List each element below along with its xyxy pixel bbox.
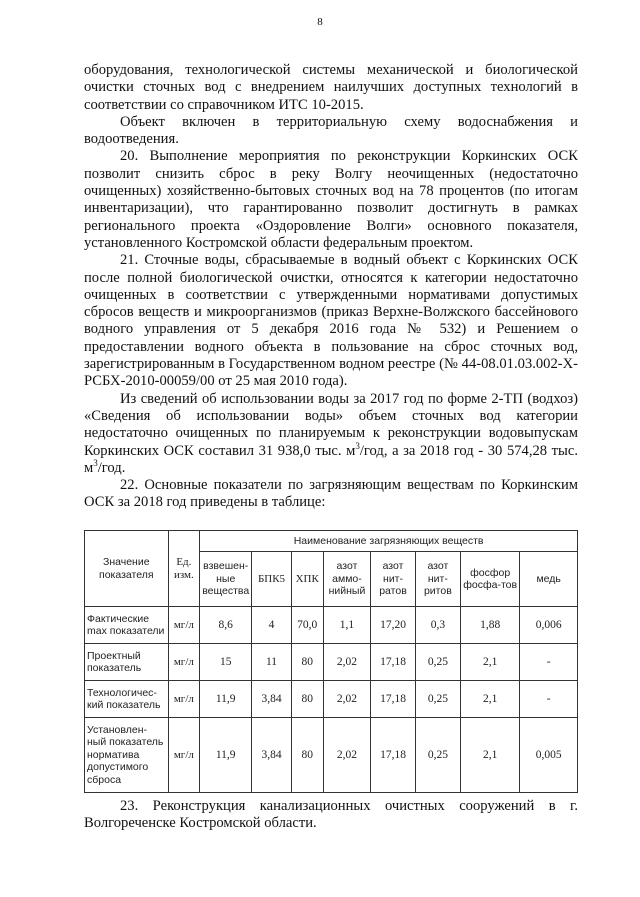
paragraph-21: 21. Сточные воды, сбрасываемые в водный объект с Коркинских ОСК после полной биологической очистки, относятся к категории недостаточно очищенных в соответствии с утвержденными нормативами допустимых сбросов веществ и микроорганизмов (приказ Верхне-Волжского бассейнового водного управления от 5 декабря 2016 года № 532) и Решением о предоставлении водного объекта в пользование на сброс сточных вод, зарегистрированным в Государственном водном реестре (№ 44-08.01.03.002-Х-РСБХ-2010-00059/00 от 25 мая 2010 года). <box>84 252 578 390</box>
paragraph-scheme-note: Объект включен в территориальную схему водоснабжения и водоотведения. <box>84 113 578 148</box>
header-indicator: Значение показателя <box>85 531 169 607</box>
table-cell: 11,9 <box>200 718 252 793</box>
table-cell: - <box>520 681 578 718</box>
pollutants-table <box>84 530 578 793</box>
row-label: Проектный показатель <box>85 644 169 681</box>
row-label: Установлен-ный показатель норматива допустимого сброса <box>85 718 169 793</box>
table-cell: 0,006 <box>520 607 578 644</box>
superscript-cubic-2: 3 <box>93 457 98 468</box>
row-unit: мг/л <box>168 681 200 718</box>
water-usage-text-c: /год. <box>97 459 126 476</box>
table-cell: 8,6 <box>200 607 252 644</box>
paragraph-continuation: оборудования, технологической системы механической и биологической очистки сточных вод с внедрением наилучших доступных технологий в соответствии со справочником ИТС 10-2015. <box>84 62 578 113</box>
paragraph-20: 20. Выполнение мероприятия по реконструкции Коркинских ОСК позволит снизить сброс в реку Волгу неочищенных (недостаточно очищенных) хозяйственно-бытовых сточных вод на 78 процентов (по итогам инвентаризации), что гарантированно позволит достигнуть в рамках регионального проекта «Оздоровление Волги» основного показателя, установленного Костромской области федеральным проектом. <box>84 148 578 251</box>
header-substance: ХПК <box>291 552 323 607</box>
header-substance: азот нит-ритов <box>415 552 460 607</box>
row-label: Технологичес-кий показатель <box>85 681 169 718</box>
table-row <box>85 644 578 681</box>
table-cell: 3,84 <box>252 718 292 793</box>
table-row <box>85 681 578 718</box>
row-unit: мг/л <box>168 718 200 793</box>
table-cell: 17,18 <box>371 718 415 793</box>
table-cell: 0,25 <box>415 718 460 793</box>
table-cell: 2,1 <box>461 718 520 793</box>
table-row <box>85 607 578 644</box>
header-substance: БПК5 <box>252 552 292 607</box>
table-cell: 3,84 <box>252 681 292 718</box>
header-substance: азот нит-ратов <box>371 552 415 607</box>
table-cell: 2,02 <box>323 681 371 718</box>
table-cell: 1,1 <box>323 607 371 644</box>
table-cell: 17,18 <box>371 644 415 681</box>
paragraph-22: 22. Основные показатели по загрязняющим веществам по Коркинским ОСК за 2018 год приведены в таблице: <box>84 477 578 511</box>
paragraph-water-usage <box>84 391 578 477</box>
table-cell: - <box>520 644 578 681</box>
table-cell: 4 <box>252 607 292 644</box>
table-cell: 80 <box>291 681 323 718</box>
water-usage-text-a: Из сведений об использовании воды за 2017 год по форме 2-ТП (водхоз) «Сведения об использовании воды» объем сточных вод категории недостаточно очищенных по планируемым к реконструкции водовыпускам Коркинских ОСК составил 31 938,0 тыс. м <box>84 390 578 459</box>
page-number: 8 <box>317 16 323 28</box>
paragraph-23: 23. Реконструкция канализационных очистных сооружений в г. Волгореченске Костромской области. <box>84 798 578 832</box>
table-cell: 1,88 <box>461 607 520 644</box>
superscript-cubic-1: 3 <box>355 440 360 451</box>
table-cell: 0,25 <box>415 681 460 718</box>
document-body <box>84 62 578 512</box>
table-cell: 0,25 <box>415 644 460 681</box>
table-cell: 17,20 <box>371 607 415 644</box>
table-cell: 0,3 <box>415 607 460 644</box>
header-substance: фосфор фосфа-тов <box>461 552 520 607</box>
table-cell: 0,005 <box>520 718 578 793</box>
header-substance: взвешен-ные вещества <box>200 552 252 607</box>
row-label: Фактические max показатели <box>85 607 169 644</box>
table-cell: 2,02 <box>323 718 371 793</box>
table-cell: 2,02 <box>323 644 371 681</box>
table-cell: 11,9 <box>200 681 252 718</box>
table-cell: 80 <box>291 644 323 681</box>
header-unit: Ед. изм. <box>168 531 200 607</box>
table-cell: 11 <box>252 644 292 681</box>
table-cell: 15 <box>200 644 252 681</box>
header-substances-group: Наименование загрязняющих веществ <box>200 531 578 552</box>
row-unit: мг/л <box>168 644 200 681</box>
header-substance: азот аммо-нийный <box>323 552 371 607</box>
table-cell: 70,0 <box>291 607 323 644</box>
table-cell: 17,18 <box>371 681 415 718</box>
row-unit: мг/л <box>168 607 200 644</box>
table-row <box>85 718 578 793</box>
table-cell: 2,1 <box>461 681 520 718</box>
table-cell: 80 <box>291 718 323 793</box>
header-substance: медь <box>520 552 578 607</box>
water-usage-text-b: /год, а за 2018 год - 30 574,28 тыс. м <box>84 442 578 476</box>
table-cell: 2,1 <box>461 644 520 681</box>
